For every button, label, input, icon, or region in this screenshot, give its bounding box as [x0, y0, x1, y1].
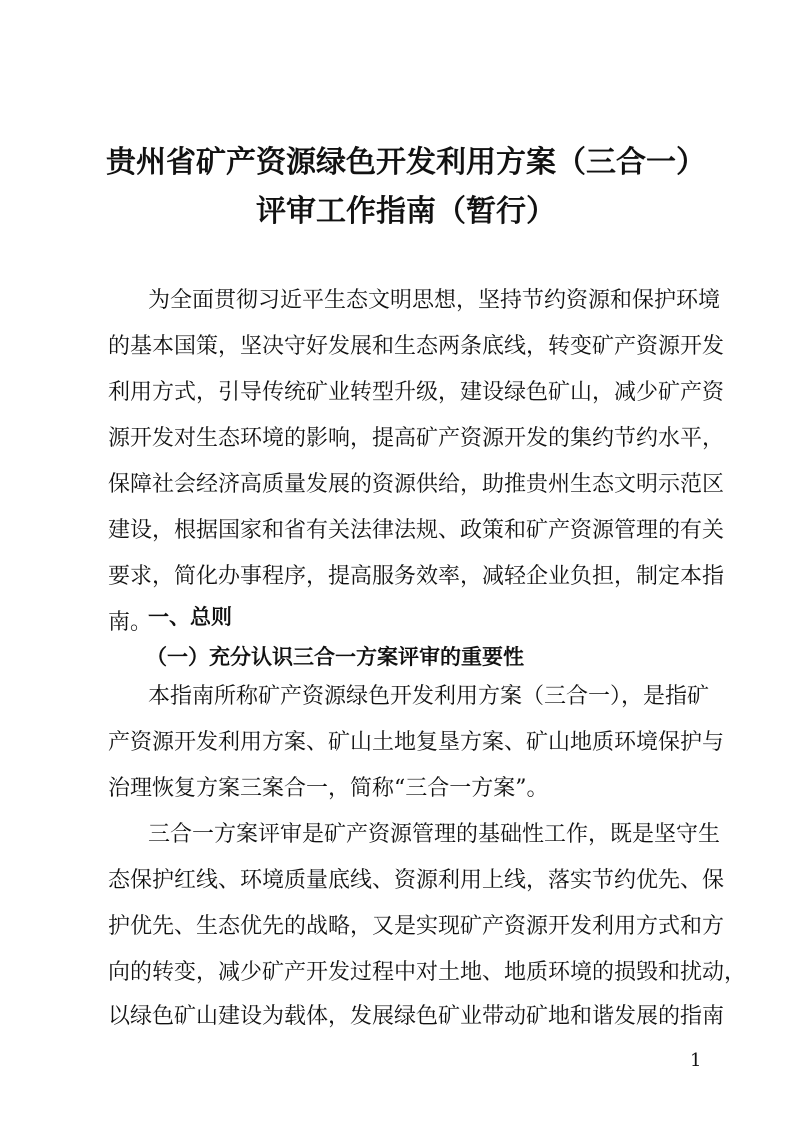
text-line: 源开发对生态环境的影响，提高矿产资源开发的集约节约水平， [108, 426, 725, 451]
page-number: 1 [690, 1050, 702, 1071]
text-line: 护优先、生态优先的战略，又是实现矿产资源开发利用方式和方 [108, 914, 725, 939]
text-line: 为全面贯彻习近平生态文明思想，坚持节约资源和保护环境 [148, 288, 721, 313]
text-line: 建设，根据国家和省有关法律法规、政策和矿产资源管理的有关 [108, 518, 725, 543]
section-heading: 一、总则 [148, 605, 232, 629]
text-line: 态保护红线、环境质量底线、资源利用上线，落实节约优先、保 [108, 868, 725, 893]
document-title-line-2: 评审工作指南（暂行） [256, 194, 556, 229]
text-line: 要求，简化办事程序，提高服务效率，减轻企业负担，制定本指 [108, 564, 725, 589]
text-line: 三合一方案评审是矿产资源管理的基础性工作，既是坚守生 [148, 822, 721, 847]
text-line: 保障社会经济高质量发展的资源供给，助推贵州生态文明示范区 [108, 472, 725, 497]
document-title-line-1: 贵州省矿产资源绿色开发利用方案（三合一） [106, 145, 706, 180]
text-line: 利用方式，引导传统矿业转型升级，建设绿色矿山，减少矿产资 [108, 380, 725, 405]
text-line: 的基本国策，坚决守好发展和生态两条底线，转变矿产资源开发 [108, 334, 725, 359]
text-line: 产资源开发利用方案、矿山土地复垦方案、矿山地质环境保护与 [108, 730, 725, 755]
subsection-heading: （一）充分认识三合一方案评审的重要性 [146, 645, 524, 669]
text-line: 本指南所称矿产资源绿色开发利用方案（三合一），是指矿 [148, 684, 710, 709]
text-line: 治理恢复方案三案合一，简称“三合一方案”。 [108, 776, 549, 801]
text-line: 以绿色矿山建设为载体，发展绿色矿业带动矿地和谐发展的指南 [108, 1004, 725, 1029]
text-line: 南。 [108, 610, 153, 635]
text-line: 向的转变，减少矿产开发过程中对土地、地质环境的损毁和扰动， [108, 960, 747, 985]
